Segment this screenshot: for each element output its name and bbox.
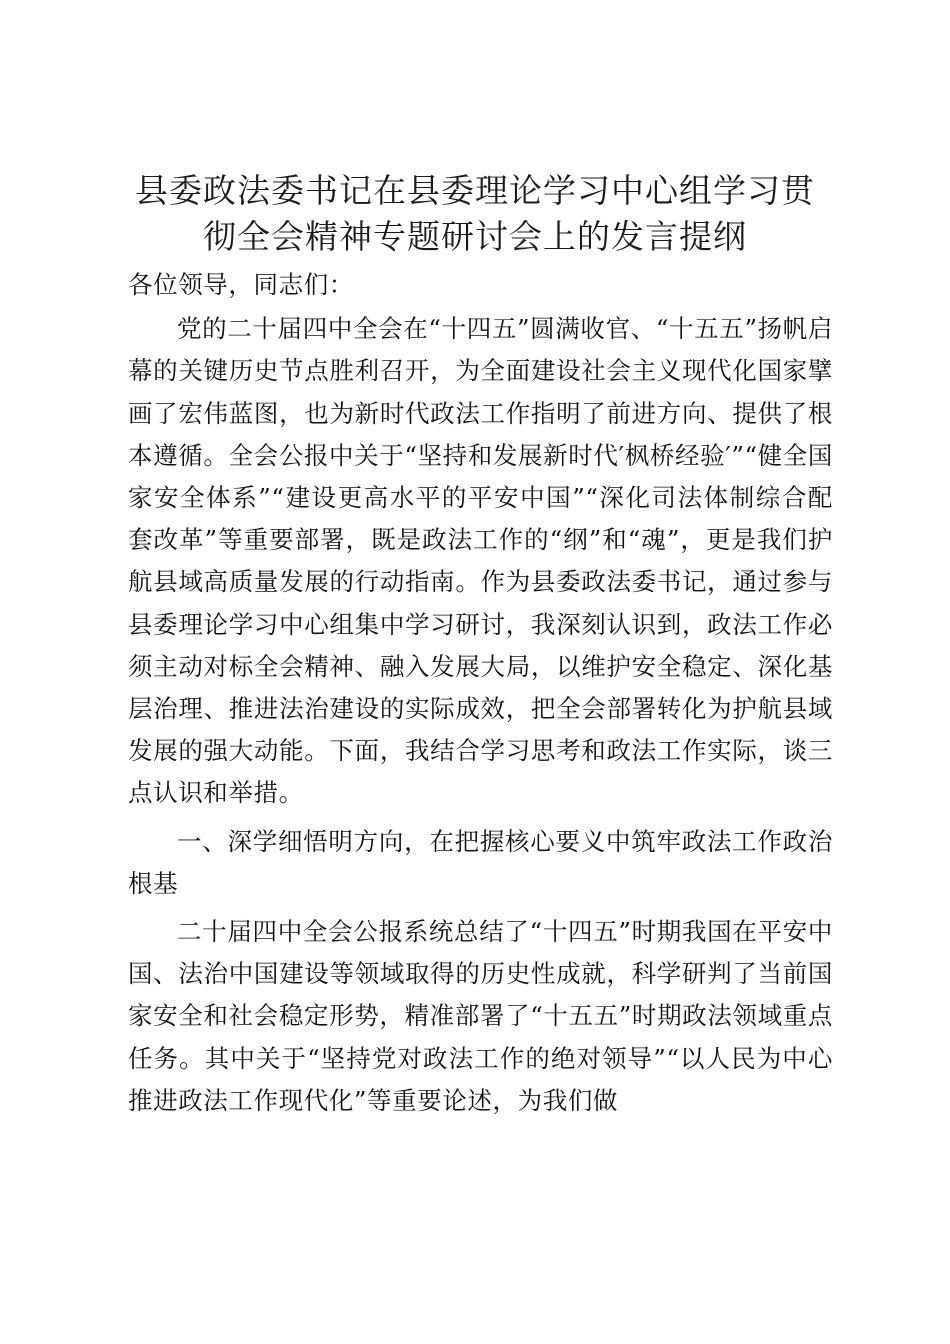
section-heading-1: 一、深学细悟明方向，在把握核心要义中筑牢政法工作政治根基 xyxy=(128,826,833,898)
document-body xyxy=(128,264,833,1122)
paragraph-intro: 党的二十届四中全会在“十四五”圆满收官、“十五五”扬帆启幕的关键历史节点胜利召开，为全面建设社会主义现代化国家擘画了宏伟蓝图，也为新时代政法工作指明了前进方向、提供了根本遵循。全会公报中关于“坚持和发展新时代′枫桥经验′”“健全国家安全体系”“建设更高水平的平安中国”“深化司法体制综合配套改革”等重要部署，既是政法工作的“纲”和“魂”，更是我们护航县域高质量发展的行动指南。作为县委政法委书记，通过参与县委理论学习中心组集中学习研讨，我深刻认识到，政法工作必须主动对标全会精神、融入发展大局，以维护安全稳定、深化基层治理、推进法治建设的实际成效，把全会部署转化为护航县域发展的强大动能。下面，我结合学习思考和政法工作实际，谈三点认识和举措。 xyxy=(128,314,833,808)
title-line-2: 彻全会精神专题研讨会上的发言提纲 xyxy=(203,217,747,256)
document-title xyxy=(110,168,840,260)
paragraph-section-1: 二十届四中全会公报系统总结了“十四五”时期我国在平安中国、法治中国建设等领域取得的历史性成就，科学研判了当前国家安全和社会稳定形势，精准部署了“十五五”时期政法领域重点任务。其中关于“坚持党对政法工作的绝对领导”“以人民为中心推进政法工作现代化”等重要论述，为我们做 xyxy=(128,917,833,1115)
salutation: 各位领导，同志们： xyxy=(128,270,354,299)
title-line-1: 县委政法委书记在县委理论学习中心组学习贯 xyxy=(135,171,815,210)
